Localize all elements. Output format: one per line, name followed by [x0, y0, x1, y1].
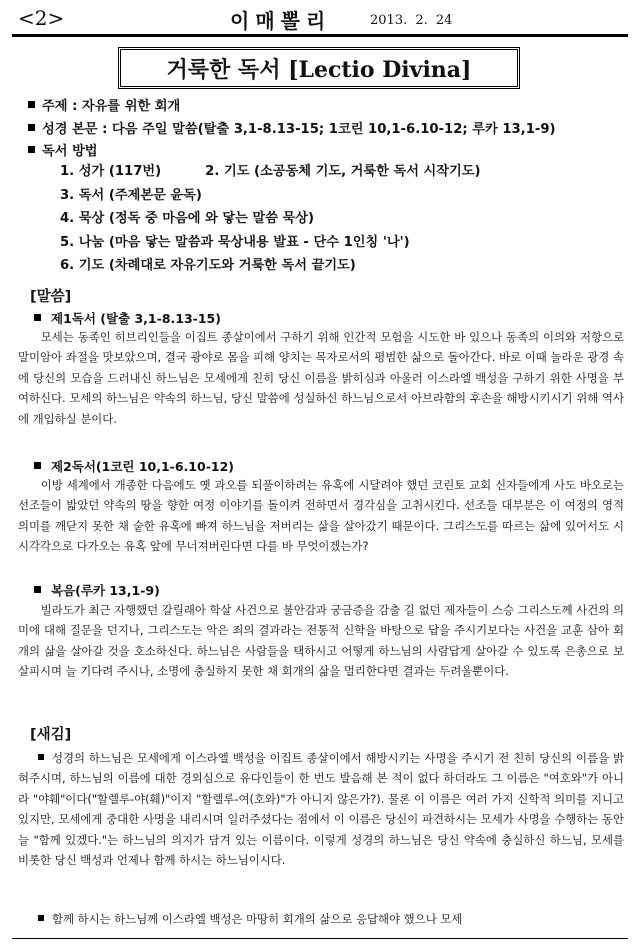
reading-title [34, 309, 221, 327]
bullet-square-icon [38, 754, 44, 760]
bullet-square-icon [38, 915, 44, 921]
theme-line [28, 96, 556, 119]
reflection-paragraph [18, 909, 624, 929]
method-steps [60, 160, 481, 278]
bullet-square-icon [28, 101, 35, 108]
step-item: 4. 묵상 (정독 중 마음에 와 닿는 말씀 묵상) [60, 211, 315, 226]
bullet-square-icon [34, 586, 41, 593]
theme-text: 주제 : 자유를 위한 회개 [42, 99, 181, 114]
page-number: <2> [18, 6, 65, 30]
reading-title [34, 581, 160, 599]
step-item: 6. 기도 (차례대로 자유기도와 거룩한 독서 끝기도) [60, 258, 356, 273]
reading-title-text: 제2독서(1코린 10,1-6.10-12) [51, 459, 235, 474]
reading-title-text: 복음(루카 13,1-9) [51, 583, 160, 598]
bulletin-name: 이매뽈리 [230, 9, 332, 33]
issue-date: 2013. 2. 24 [370, 13, 453, 28]
step-item: 5. 나눔 (마음 닿는 말씀과 묵상내용 발표 - 단수 1인칭 '나') [60, 234, 410, 250]
reflection-text: 성경의 하느님은 모세에게 이스라엘 백성을 이집트 종살이에서 해방시키는 사명을 주시기 전 친히 당신의 이름을 밝혀주시며, 하느님의 이름에 대한 경외심으로 유다인들이 한 번도 발음해 본 적이 없다 하더라도 그 이름은 "여호와"가 아니라 "야훼"이다("할렐루-야(훼)"이지 "할렐루-여(호와)"가 아니지 않은가?). 물론 이 이름은 여러 가지 신학적 의미를 지니고 있지만, 모세에게 중대한 사명을 내리시며 일러주셨다는 점에서 이 이름은 당신이 파견하시는 모세가 사명을 수행하는 동안 늘 "함께 있겠다."는 하느님의 의지가 담겨 있는 이름이다. 이렇게 성경의 하느님은 당신 약속에 충실하신 하느님, 모세를 비롯한 당신 백성과 언제나 함께 하시는 하느님이시다. [18, 751, 624, 868]
step-item: 1. 성가 (117번) [60, 164, 162, 179]
bullet-square-icon [28, 146, 35, 153]
scripture-text: 성경 본문 : 다음 주일 말씀(탈출 3,1-8.13-15; 1코린 10,1-6.10-12; 루카 13,1-9) [42, 121, 556, 137]
reading-text: 이방 세계에서 개종한 다음에도 옛 과오를 되풀이하려는 유혹에 시달려야 했던 코린토 교회 신자들에게 사도 바오로는 선조들이 밟았던 약속의 땅을 향한 여정 이야기를 돌이켜 전하면서 경각심을 고취시킨다. 선조들 대부분은 이 여정의 영적 의미를 깨닫지 못한 채 숱한 유혹에 빠져 하느님을 저버리는 삶을 살아갔기 때문이다. 그리스도를 따르는 삶에 있어서도 시시각각으로 다가오는 유혹 앞에 무너져버린다면 다를 바 무엇이겠는가? [18, 478, 624, 554]
footer-rule [12, 938, 628, 939]
reading-text: 빌라도가 최근 자행했던 갈릴래아 학살 사건으로 불안감과 궁금증을 감출 길 없던 제자들이 스승 그리스도께 사건의 의미에 대해 질문을 던지나, 그리스도는 악은 죄의 결과라는 전통적 신학을 바탕으로 답을 주시기보다는 사건을 교훈 삼아 회개의 삶을 살아갈 것을 호소하신다. 하느님은 사람들을 택하시고 어떻게 하느님의 사람답게 살아갈 수 있도록 은총으로 보살피시며 늘 기다려 주시나, 소명에 충실하지 못한 채 회개의 삶을 멀리한다면 결과는 두려울뿐이다. [18, 603, 624, 679]
reading-text: 모세는 동족인 히브리인들을 이집트 종살이에서 구하기 위해 인간적 모험을 시도한 바 있으나 동족의 이의와 저항으로 말미암아 좌절을 맛보았으며, 결국 광야로 몸을 피해 양치는 목자로서의 평범한 삶으로 돌아간다. 바로 이때 놀라운 광경 속에 당신의 모습을 드러내신 하느님은 모세에게 친히 당신 이름을 밝히심과 아울러 이스라엘 백성을 구하기 위한 사명을 부여하신다. 모세의 하느님은 약속의 하느님, 당신 말씀에 성실하신 하느님으로서 아브라함의 후손을 해방시키시기 위해 역사에 개입하실 분이다. [18, 330, 624, 426]
step-row [60, 160, 481, 184]
word-section-heading: [말씀] [30, 289, 72, 305]
step-item: 3. 독서 (주제본문 윤독) [60, 187, 202, 203]
page-title: 거룩한 독서 [Lectio Divina] [118, 47, 520, 89]
reading-title-text: 제1독서 (탈출 3,1-8.13-15) [51, 311, 221, 326]
reflection-section-heading: [새김] [30, 727, 72, 743]
scripture-line [28, 119, 556, 142]
bullet-square-icon [34, 314, 41, 321]
reading-title [34, 457, 234, 475]
bullet-square-icon [34, 462, 41, 469]
step-item: 2. 기도 (소공동체 기도, 거룩한 독서 시작기도) [205, 164, 481, 179]
reflection-paragraph [18, 748, 624, 870]
method-label: 독서 방법 [42, 144, 98, 159]
info-block [28, 96, 556, 164]
bullet-square-icon [28, 124, 35, 131]
header-rule [12, 34, 628, 37]
reflection-text: 함께 하시는 하느님께 이스라엘 백성은 마땅히 회개의 삶으로 응답해야 했으나 모세 [52, 912, 463, 926]
